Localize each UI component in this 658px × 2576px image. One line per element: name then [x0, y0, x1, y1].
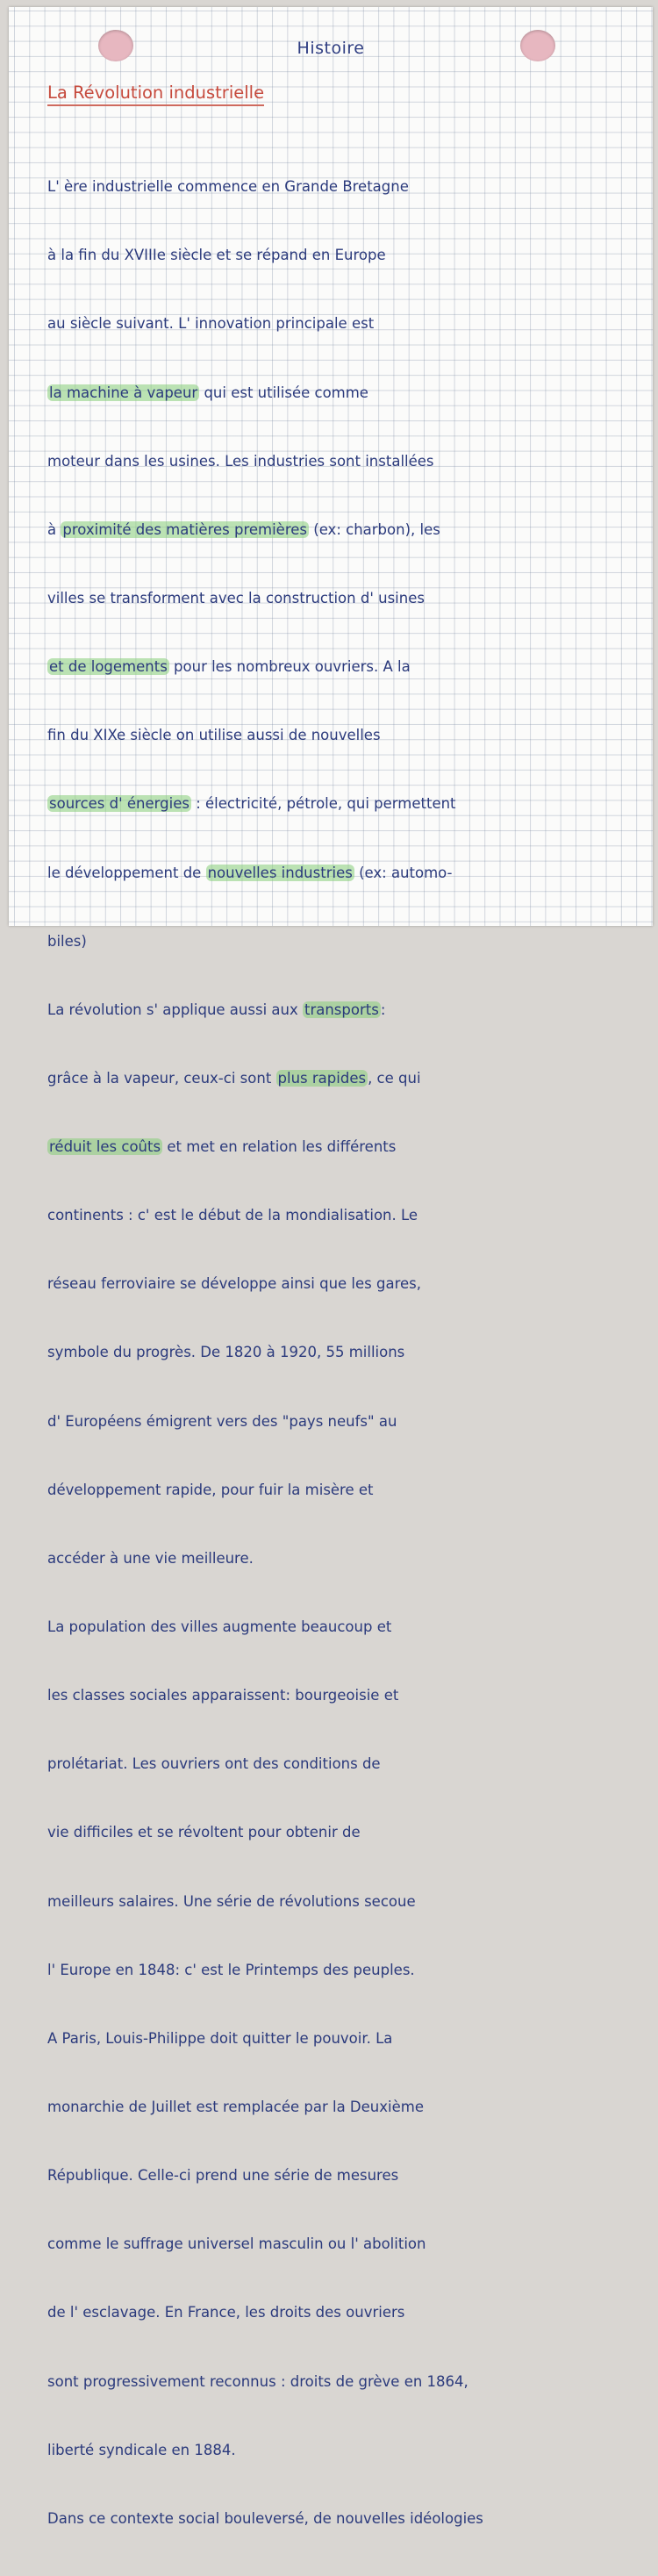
- note-line: biles): [47, 932, 87, 950]
- note-line: moteur dans les usines. Les industries sont installées: [47, 452, 434, 470]
- note-line: de l' esclavage. En France, les droits des ouvriers: [47, 2304, 405, 2321]
- note-text: le développement de: [47, 864, 206, 881]
- note-line: [47, 793, 653, 815]
- note-text: et met en relation les différents: [162, 1138, 397, 1156]
- note-line: continents : c' est le début de la mondialisation. Le: [47, 1207, 418, 1224]
- highlighted-text: proximité des matières premières: [62, 520, 308, 538]
- note-line: L' ère industrielle commence en Grande Bretagne: [47, 178, 409, 196]
- note-text: (ex: automo-: [354, 864, 453, 881]
- note-line: République. Celle-ci prend une série de mesures: [47, 2167, 399, 2185]
- highlighted-text: et de logements: [49, 658, 168, 676]
- note-text: (ex: charbon), les: [309, 520, 440, 538]
- highlighted-text: plus rapides: [277, 1069, 367, 1087]
- note-text: La révolution s' applique aussi aux: [47, 1001, 303, 1018]
- note-line: symbole du progrès. De 1820 à 1920, 55 millions: [47, 1344, 405, 1361]
- note-line: développement rapide, pour fuir la misère et: [47, 1481, 374, 1498]
- subject-heading: Histoire: [297, 39, 365, 58]
- note-text: :: [380, 1001, 386, 1018]
- highlighted-text: la machine à vapeur: [49, 384, 198, 401]
- highlighted-text: réduit les coûts: [49, 1138, 161, 1156]
- note-line: vie difficiles et se révoltent pour obtenir de: [47, 1824, 361, 1841]
- note-line: [47, 519, 653, 542]
- note-line: [47, 1136, 653, 1159]
- note-line: villes se transforment avec la construction d' usines: [47, 589, 425, 606]
- note-line: l' Europe en 1848: c' est le Printemps des peuples.: [47, 1961, 415, 1978]
- note-line: à la fin du XVIIIe siècle et se répand en Europe: [47, 247, 386, 264]
- note-line: [47, 1067, 653, 1090]
- note-line: au siècle suivant. L' innovation principale est: [47, 315, 375, 333]
- note-text: grâce à la vapeur, ceux-ci sont: [47, 1069, 276, 1087]
- note-line: [47, 862, 653, 885]
- note-line: La population des villes augmente beaucoup et: [47, 1618, 392, 1636]
- notebook-page: [9, 7, 653, 2527]
- note-text: , ce qui: [368, 1069, 421, 1087]
- note-line: prolétariat. Les ouvriers ont des conditions de: [47, 1755, 381, 1773]
- note-text: pour les nombreux ouvriers. A la: [168, 658, 411, 676]
- highlighted-text: sources d' énergies: [49, 795, 190, 813]
- handwritten-notes: [47, 130, 653, 2576]
- note-line: Dans ce contexte social bouleversé, de nouvelles idéologies: [47, 2509, 483, 2527]
- note-line: comme le suffrage universel masculin ou l' abolition: [47, 2235, 426, 2253]
- note-line: meilleurs salaires. Une série de révolutions secoue: [47, 1892, 416, 1910]
- note-line: [47, 999, 653, 1022]
- lesson-title: La Révolution industrielle: [47, 83, 264, 106]
- highlighted-text: transports: [304, 1001, 379, 1018]
- note-line: [47, 382, 653, 405]
- note-line: accéder à une vie meilleure.: [47, 1549, 254, 1567]
- note-line: réseau ferroviaire se développe ainsi que les gares,: [47, 1275, 422, 1293]
- note-line: liberté syndicale en 1884.: [47, 2441, 236, 2458]
- note-line: d' Européens émigrent vers des "pays neufs" au: [47, 1412, 397, 1430]
- note-text: : électricité, pétrole, qui permettent: [190, 795, 456, 813]
- note-line: monarchie de Juillet est remplacée par la Deuxième: [47, 2099, 424, 2116]
- note-text: à: [47, 520, 61, 538]
- note-line: fin du XIXe siècle on utilise aussi de nouvelles: [47, 727, 381, 744]
- note-line: sont progressivement reconnus : droits de grève en 1864,: [47, 2372, 468, 2390]
- note-line: les classes sociales apparaissent: bourgeoisie et: [47, 1687, 399, 1704]
- note-line: A Paris, Louis-Philippe doit quitter le pouvoir. La: [47, 2029, 393, 2047]
- highlighted-text: nouvelles industries: [207, 864, 353, 881]
- note-line: [47, 656, 653, 678]
- note-text: qui est utilisée comme: [199, 384, 368, 401]
